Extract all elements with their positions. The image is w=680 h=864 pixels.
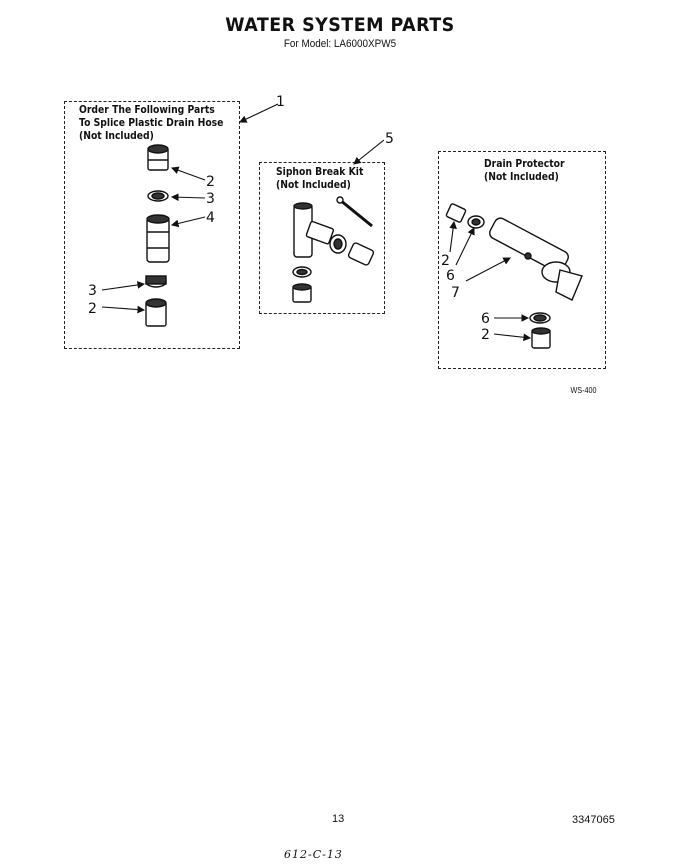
splice-clamp-bottom (146, 276, 166, 287)
figure-code: WS-400 (570, 386, 597, 395)
drain-clamp-lower (530, 313, 550, 323)
model-subtitle: For Model: LA6000XPW5 (283, 38, 397, 50)
document-number: 3347065 (572, 814, 615, 826)
callout-7: 7 (451, 285, 460, 301)
siphon-clamp (330, 235, 346, 253)
splice-clamp-top (148, 191, 168, 201)
siphon-end-cap (293, 284, 311, 302)
splice-connector (147, 215, 169, 262)
callout-1: 1 (276, 94, 285, 110)
page-number: 13 (332, 813, 345, 825)
callout-2: 2 (481, 327, 490, 343)
callout-6: 6 (481, 311, 490, 327)
callout-3: 3 (88, 283, 97, 299)
siphon-tee (294, 203, 334, 257)
siphon-break-kit-label: Siphon Break Kit (Not Included) (276, 166, 364, 191)
siphon-coupling (348, 242, 375, 266)
callout-5: 5 (385, 131, 394, 147)
drain-coupling-small (446, 203, 466, 222)
callout-3: 3 (206, 191, 215, 207)
drain-clamp-small (468, 216, 484, 228)
drain-protector-label: Drain Protector (Not Included) (484, 158, 565, 183)
callout-2: 2 (206, 174, 215, 190)
drain-coupling-lower (532, 328, 550, 348)
splice-coupling-top (148, 145, 168, 170)
drain-protector-body (488, 216, 582, 300)
callout-6: 6 (446, 268, 455, 284)
callout-2: 2 (88, 301, 97, 317)
siphon-clip (337, 197, 372, 226)
callout-4: 4 (206, 210, 215, 226)
splice-kit-label: Order The Following Parts To Splice Plastic Drain Hose (Not Included) (79, 104, 224, 142)
splice-coupling-bottom (146, 299, 166, 326)
handwritten-note: 612-C-13 (284, 848, 343, 861)
page-title: WATER SYSTEM PARTS (225, 14, 455, 36)
siphon-clamp-lower (293, 267, 311, 277)
callout-2: 2 (441, 253, 450, 269)
